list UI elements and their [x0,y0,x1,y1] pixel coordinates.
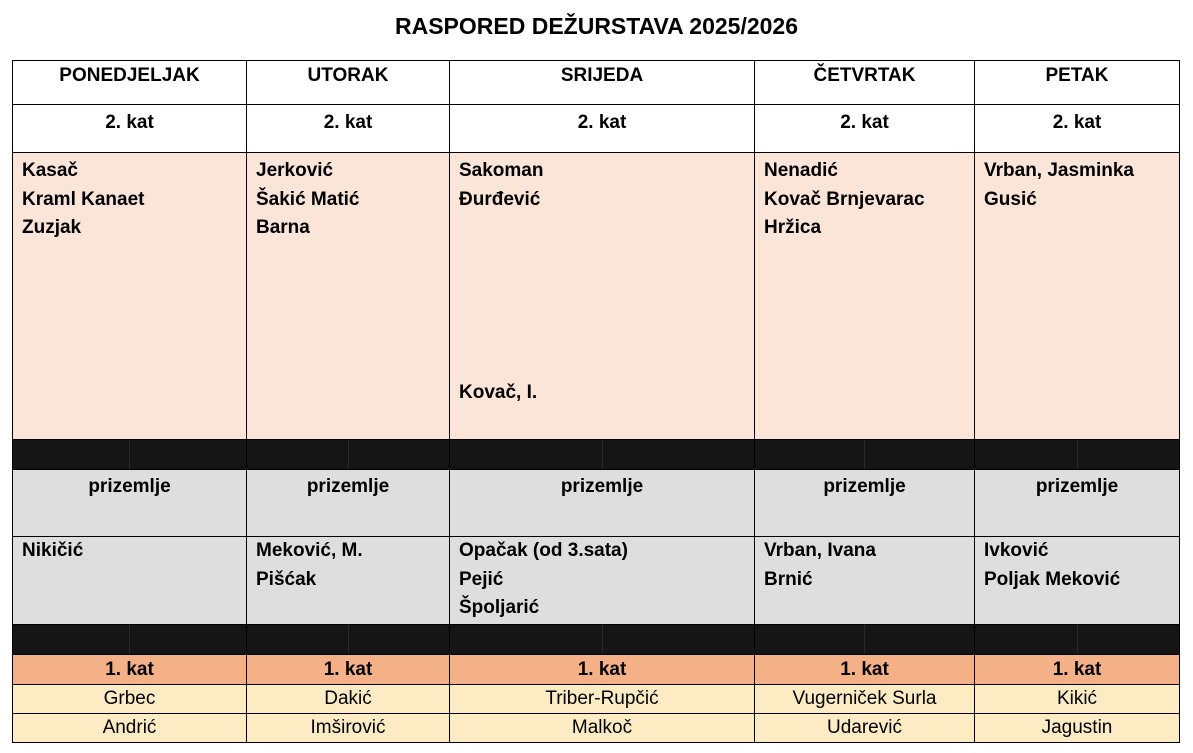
separator-cell [450,625,755,655]
duty-name: Nenadić [764,160,838,181]
floor2-label: 2. kat [13,105,247,153]
floor2-cell [13,153,247,440]
duty-name: Kovač, I. [459,382,538,403]
floor2-cell [450,153,755,440]
ground-header-row [13,470,1180,537]
duty-name: Špoljarić [459,597,540,618]
duty-name: Zuzjak [22,217,82,238]
separator-cell [975,440,1180,470]
duty-name: Opačak (od 3.sata) [459,540,628,561]
duty-name: Nikičić [22,540,84,561]
floor1-name: Dakić [247,685,450,714]
duty-name: Đurđević [459,188,541,210]
separator-cell [450,440,755,470]
floor1-label: 1. kat [247,655,450,685]
ground-label: prizemlje [13,470,247,537]
floor1-header-row [13,655,1180,685]
duty-name: Jerković [256,160,334,181]
duty-name: Poljak Meković [984,568,1121,590]
floor1-names-row [13,685,1180,714]
duty-name: Šakić Matić [256,188,360,210]
floor1-name: Kikić [975,685,1180,714]
floor2-header-row [13,105,1180,153]
floor1-name: Triber-Rupčić [450,685,755,714]
day-header: SRIJEDA [450,61,755,105]
floor1-name: Malkoč [450,714,755,743]
floor1-name: Imširović [247,714,450,743]
floor2-label: 2. kat [247,105,450,153]
duty-schedule-table [12,60,1180,743]
floor2-label: 2. kat [450,105,755,153]
ground-label: prizemlje [755,470,975,537]
ground-label: prizemlje [450,470,755,537]
separator-row [13,625,1180,655]
floor1-label: 1. kat [755,655,975,685]
floor1-name: Vugerniček Surla [755,685,975,714]
duty-name: Pejić [459,568,504,590]
duty-name: Kovač Brnjevarac [764,188,925,210]
duty-name: Brnić [764,568,813,590]
duty-name: Ivković [984,540,1049,561]
duty-name: Vrban, Jasminka [984,160,1134,181]
duty-name: Vrban, Ivana [764,540,876,561]
separator-cell [247,625,450,655]
ground-label: prizemlje [247,470,450,537]
page-title: RASPORED DEŽURSTAVA 2025/2026 [394,13,799,39]
floor2-cell [975,153,1180,440]
floor2-label: 2. kat [975,105,1180,153]
ground-cell [13,537,247,625]
floor1-names-row [13,714,1180,743]
duty-name: Meković, M. [256,540,363,561]
day-header-row [13,61,1180,105]
floor2-cell [247,153,450,440]
duty-name: Hržica [764,217,822,238]
separator-cell [755,440,975,470]
duty-name: Pišćak [256,568,317,590]
duty-name: Sakoman [459,160,544,181]
separator-row [13,440,1180,470]
floor2-label: 2. kat [755,105,975,153]
floor1-name: Udarević [755,714,975,743]
separator-cell [247,440,450,470]
floor1-name: Andrić [13,714,247,743]
day-header: PONEDJELJAK [13,61,247,105]
day-header: UTORAK [247,61,450,105]
separator-cell [13,625,247,655]
ground-cell [247,537,450,625]
separator-cell [755,625,975,655]
floor1-name: Grbec [13,685,247,714]
duty-name: Barna [256,217,310,238]
ground-names-row [13,537,1180,625]
duty-name: Kraml Kanaet [22,188,145,210]
duty-name: Kasač [22,160,78,181]
separator-cell [13,440,247,470]
floor1-label: 1. kat [450,655,755,685]
separator-cell [975,625,1180,655]
ground-cell [975,537,1180,625]
ground-label: prizemlje [975,470,1180,537]
day-header: ČETVRTAK [755,61,975,105]
ground-cell [450,537,755,625]
duty-name: Gusić [984,188,1037,210]
floor1-name: Jagustin [975,714,1180,743]
floor2-cell [755,153,975,440]
floor1-label: 1. kat [13,655,247,685]
floor1-label: 1. kat [975,655,1180,685]
floor2-names-row [13,153,1180,440]
ground-cell [755,537,975,625]
day-header: PETAK [975,61,1180,105]
